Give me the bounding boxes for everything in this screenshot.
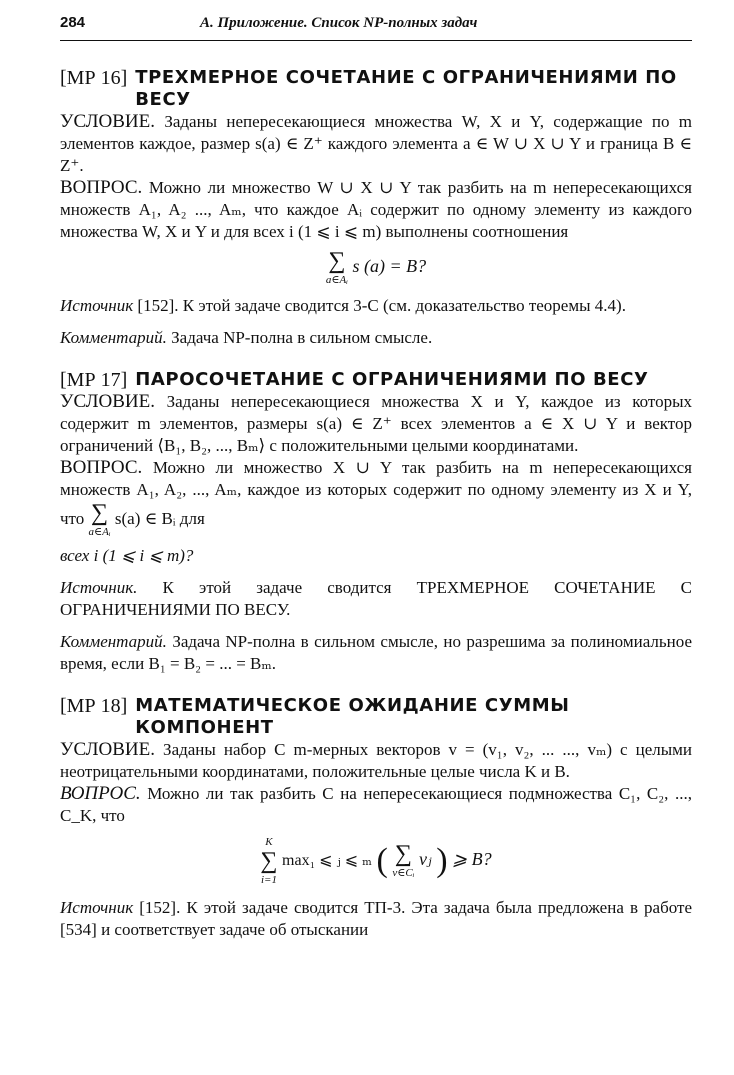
sum-superscript: K [265, 836, 273, 848]
problem-title: ПАРОСОЧЕТАНИЕ С ОГРАНИЧЕНИЯМИ ПО ВЕСУ [135, 369, 649, 390]
sum-subscript: v∈Cᵢ [392, 867, 415, 879]
question-text: Можно ли множество W ∪ X ∪ Y так разбить на m непересекающихся множеств A₁, A₂ ..., Aₘ, что каждое Aᵢ содержит по одному элементу из каждого множества W, X и Y и для всех i (1 ⩽ i ⩽ m) выполнены соотношения [60, 178, 692, 241]
condition-label: УСЛОВИЕ. [60, 111, 156, 132]
source-text: К этой задаче сводится ТРЕХМЕРНОЕ СОЧЕТАНИЕ С ОГРАНИЧЕНИЯМИ ПО ВЕСУ. [60, 578, 692, 619]
condition-label: УСЛОВИЕ. [60, 739, 156, 760]
sum-subscript: i=1 [260, 874, 277, 886]
source-label: Источник [60, 296, 134, 315]
question-label: ВОПРОС. [60, 457, 143, 478]
inner-sum-operator [392, 842, 414, 880]
formula-max: max₁ ⩽ ⱼ ⩽ ₘ [282, 852, 372, 870]
sum-subscript: a∈Aᵢ [88, 526, 111, 538]
question-rest: s(a) ∈ Bᵢ для [114, 508, 205, 528]
problem-id: [МР 18] [60, 695, 128, 717]
display-formula [60, 835, 692, 887]
condition-text: Заданы непересекающиеся множества W, X и Y, содержащие по m элементов каждое, размер s(a) ∈ Z⁺ каждого элемента a ∈ W ∪ X ∪ Y и граница B ∈ Z⁺. [60, 112, 692, 175]
problem-id: [МР 16] [60, 67, 128, 89]
formula-rest: s (a) = B? [352, 256, 427, 277]
question-paragraph [60, 457, 692, 539]
question-text: Можно ли множество X ∪ Y так разбить на m непересекающихся множеств A₁, A₂, ..., Aₘ, каждое из которых содержит по одному элементу из X и Y, что [60, 458, 692, 528]
source-label: Источник. [60, 578, 138, 597]
formula-inner-term: vⱼ [418, 849, 432, 870]
source-label: Источник [60, 898, 134, 917]
source-text: [152]. К этой задаче сводится ТП-3. Эта задача была предложена в работе [534] и соответствует задаче об отыскании [60, 898, 693, 939]
problem-id: [МР 17] [60, 369, 128, 391]
problem-heading-mp16 [60, 67, 692, 111]
comment-text: Задача NP-полна в сильном смысле. [171, 328, 433, 347]
condition-label: УСЛОВИЕ. [60, 391, 156, 412]
condition-paragraph [60, 391, 692, 457]
comment-paragraph [60, 631, 692, 675]
question-paragraph [60, 783, 692, 827]
sigma-symbol: ∑ [260, 848, 278, 874]
question-tail-text: всех i (1 ⩽ i ⩽ m)? [60, 546, 194, 565]
display-formula [60, 249, 692, 287]
source-text: [152]. К этой задаче сводится 3-С (см. доказательство теоремы 4.4). [137, 296, 626, 315]
sum-operator [326, 249, 348, 287]
question-label: ВОПРОС. [60, 177, 143, 198]
condition-text: Заданы набор C m-мерных векторов v = (v₁, v₂, ... ..., vₘ) с целыми неотрицательными координатами, положительные целые числа K и B. [60, 740, 693, 781]
question-text: Можно ли так разбить C на непересекающиеся подмножества C₁, C₂, ..., C_K, что [60, 784, 692, 825]
running-title: А. Приложение. Список NP-полных задач [200, 15, 478, 31]
sigma-symbol: ∑ [394, 841, 412, 867]
comment-paragraph [60, 327, 692, 349]
problem-heading-mp17 [60, 369, 692, 391]
running-header [60, 14, 692, 41]
condition-paragraph [60, 111, 692, 177]
sum-operator [260, 835, 277, 887]
condition-paragraph [60, 739, 692, 783]
sum-operator [89, 501, 111, 539]
formula-open-paren: ( [376, 842, 388, 879]
question-paragraph [60, 177, 692, 243]
sum-subscript: a∈Aᵢ [325, 274, 348, 286]
comment-text: Задача NP-полна в сильном смысле, но разрешима за полиномиальное время, если B₁ = B₂ = ... = Bₘ. [60, 632, 692, 673]
formula-close-paren: ) [436, 842, 448, 879]
comment-label: Комментарий. [60, 632, 167, 651]
source-paragraph [60, 577, 692, 621]
question-label: ВОПРОС. [60, 783, 141, 804]
sigma-symbol: ∑ [328, 248, 346, 274]
source-paragraph [60, 897, 692, 941]
condition-text: Заданы непересекающиеся множества X и Y, каждое из которых содержит m элементов, размеры s(a) ∈ Z⁺ всех элементов a ∈ X ∪ Y и вектор ограничений ⟨B₁, B₂, ..., Bₘ⟩ с положительными целыми координатами. [60, 392, 692, 455]
formula-rest: ⩾ B? [452, 849, 492, 870]
page-number: 284 [60, 14, 86, 31]
problem-title: ТРЕХМЕРНОЕ СОЧЕТАНИЕ С ОГРАНИЧЕНИЯМИ ПО ВЕСУ [135, 67, 677, 110]
sigma-symbol: ∑ [91, 500, 109, 526]
problem-heading-mp18 [60, 695, 692, 739]
problem-title: МАТЕМАТИЧЕСКОЕ ОЖИДАНИЕ СУММЫ КОМПОНЕНТ [135, 695, 570, 738]
comment-label: Комментарий. [60, 328, 167, 347]
page [60, 14, 692, 941]
source-paragraph [60, 295, 692, 317]
question-tail [60, 545, 692, 567]
